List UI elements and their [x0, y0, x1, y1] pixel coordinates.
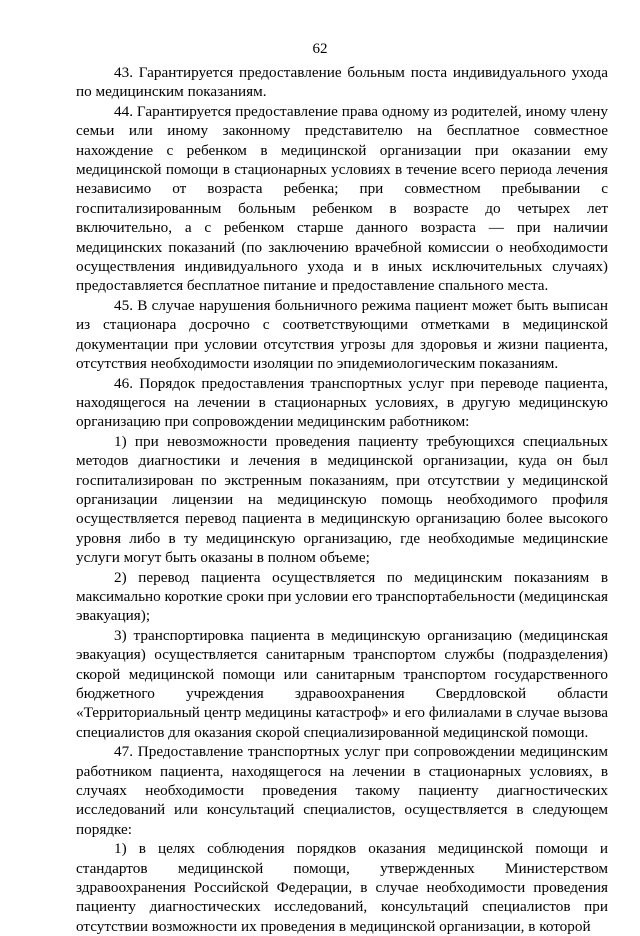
paragraph-46-item-1: 1) при невозможности проведения пациенту требующихся специальных методов диагностики и лечения в медицинской организации, куда он был госпитализирован по экстренным показаниям, при отсутствии у медицинской организации лицензии на медицинскую помощь необходимого профиля осуществляется перевод пациента в медицинскую организацию более высокого уровня либо в ту медицинскую организацию, где необходимые медицинские услуги могут быть оказаны в полном объеме; — [76, 432, 608, 567]
paragraph-46-item-3: 3) транспортировка пациента в медицинскую организацию (медицинская эвакуация) осуществляется санитарным транспортом службы (подразделения) скорой медицинской помощи или санитарным транспортом государственного бюджетного учреждения здравоохранения Свердловской области «Территориальный центр медицины катастроф» и его филиалами в случае вызова специалистов для оказания скорой специализированной медицинской помощи. — [76, 626, 608, 741]
paragraph-44: 44. Гарантируется предоставление права одному из родителей, иному члену семьи или иному законному представителю на бесплатное совместное нахождение с ребенком в медицинской организации при оказании ему медицинской помощи в стационарных условиях в течение всего периода лечения независимо от возраста ребенка; при совместном пребывании с госпитализированным больным ребенком в возрасте до четырех лет включительно, а с ребенком старше данного возраста — при наличии медицинских показаний (по заключению врачебной комиссии о необходимости осуществления индивидуального ухода и в иных исключительных случаях) предоставляется бесплатное питание и предоставление спального места. — [76, 102, 608, 295]
paragraph-46: 46. Порядок предоставления транспортных услуг при переводе пациента, находящегося на лечении в стационарных условиях, в другую медицинскую организацию при сопровождении медицинским работником: — [76, 374, 608, 431]
paragraph-47-item-1: 1) в целях соблюдения порядков оказания медицинской помощи и стандартов медицинской помощи, утвержденных Министерством здравоохранения Российской Федерации, в случае необходимости проведения пациенту диагностических исследований, консультаций специалистов при отсутствии возможности их проведения в медицинской организации, в которой — [76, 840, 608, 935]
paragraph-46-item-2: 2) перевод пациента осуществляется по медицинским показаниям в максимально короткие сроки при условии его транспортабельности (медицинская эвакуация); — [76, 568, 608, 625]
paragraph-43: 43. Гарантируется предоставление больным поста индивидуального ухода по медицинским показаниям. — [76, 64, 608, 101]
paragraph-47: 47. Предоставление транспортных услуг при сопровождении медицинским работником пациента, находящегося на лечении в стационарных условиях, в случаях необходимости проведения такому пациенту диагностических исследований или консультаций специалистов, осуществляется в следующем порядке: — [76, 743, 608, 838]
paragraph-45: 45. В случае нарушения больничного режима пациент может быть выписан из стационара досрочно с соответствующими отметками в медицинской документации при условии отсутствия угрозы для здоровья и жизни пациента, отсутствия необходимости изоляции по эпидемиологическим показаниям. — [76, 296, 608, 373]
document-body — [76, 63, 608, 936]
page-number: 62 — [312, 41, 328, 57]
